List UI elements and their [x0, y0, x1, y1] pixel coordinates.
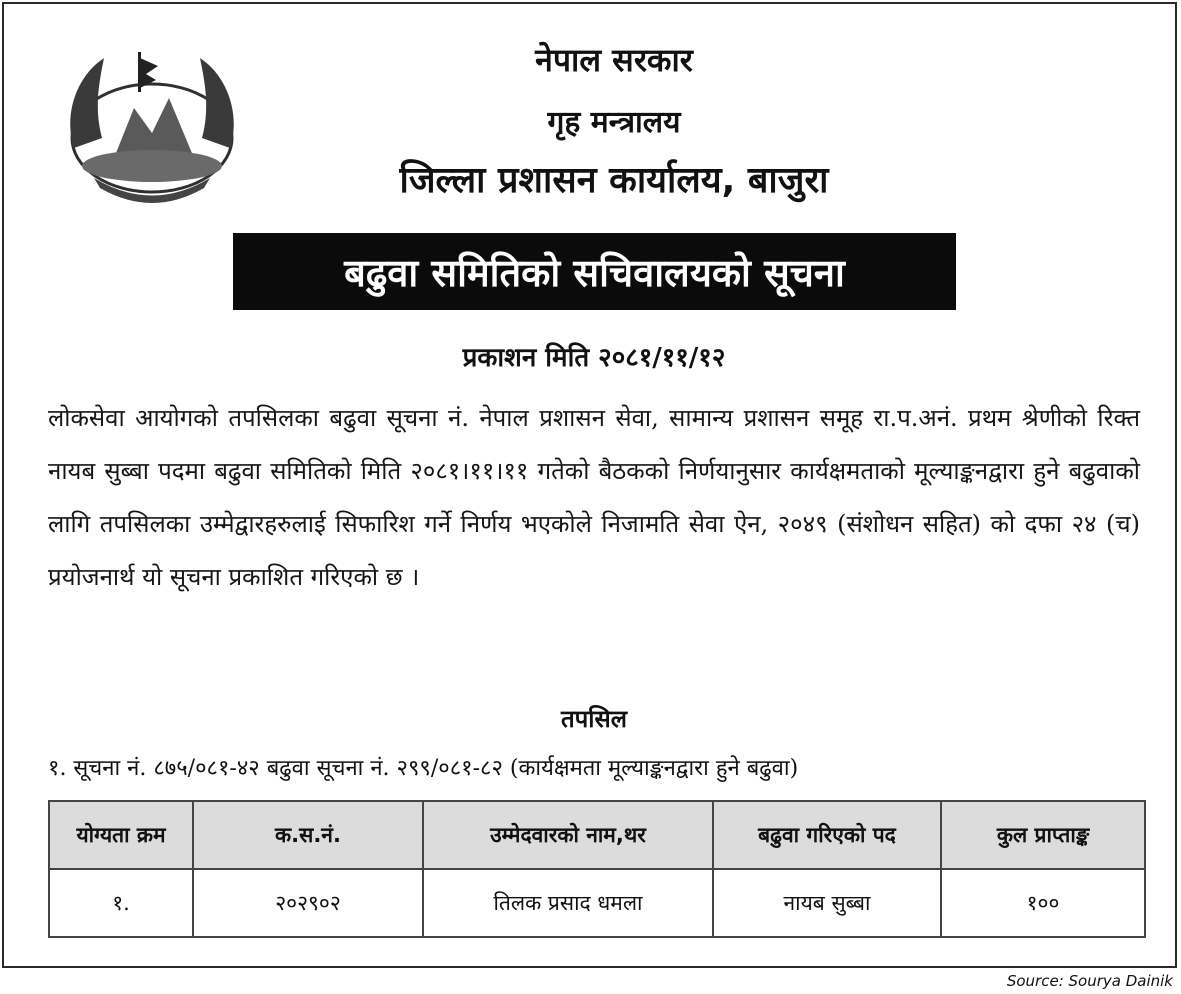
schedule-reference: १. सूचना नं. ८७५/०८१-४२ बढुवा सूचना नं. २९९/०८१-८२ (कार्यक्षमता मूल्याङ्कनद्वारा हुने बढुवा)	[48, 756, 799, 781]
table-cell: २०२९०२	[193, 869, 423, 937]
publication-date: प्रकाशन मिति २०८१/११/१२	[462, 343, 726, 373]
notice-banner	[233, 233, 956, 310]
table-header-cell: योग्यता क्रम	[49, 801, 193, 869]
table-cell: तिलक प्रसाद धमला	[423, 869, 713, 937]
table-cell: १००	[941, 869, 1145, 937]
office-title: जिल्ला प्रशासन कार्यालय, बाजुरा	[399, 160, 829, 201]
schedule-title: तपसिल	[560, 705, 628, 733]
ministry-title: गृह मन्त्रालय	[547, 105, 681, 140]
table-cell: नायब सुब्बा	[713, 869, 941, 937]
table-header-cell: कुल प्राप्ताङ्क	[941, 801, 1145, 869]
source-credit: Source: Sourya Dainik	[1006, 972, 1173, 990]
table-row	[49, 869, 1145, 937]
government-title: नेपाल सरकार	[535, 41, 693, 79]
notice-banner-title: बढुवा समितिको सचिवालयको सूचना	[344, 250, 845, 295]
table-header-cell: क.स.नं.	[193, 801, 423, 869]
table-header-cell: बढुवा गरिएको पद	[713, 801, 941, 869]
notice-body-paragraph: लोकसेवा आयोगको तपसिलका बढुवा सूचना नं. नेपाल प्रशासन सेवा, सामान्य प्रशासन समूह रा.प.अनं. प्रथम श्रेणीको रिक्त नायब सुब्बा पदमा बढुवा समितिको मिति २०८१।११।११ गतेको बैठकको निर्णयानुसार कार्यक्षमताको मूल्याङ्कनद्वारा हुने बढुवाको लागि तपसिलका उम्मेद्वारहरुलाई सिफारिश गर्ने निर्णय भएकोले निजामति सेवा ऐन, २०४९ (संशोधन सहित) को दफा २४ (च) प्रयोजनार्थ यो सूचना प्रकाशित गरिएको छ ।	[48, 404, 1140, 591]
notice-document	[2, 2, 1177, 968]
table-header-cell: उम्मेदवारको नाम,थर	[423, 801, 713, 869]
table-cell: १.	[49, 869, 193, 937]
table-header-row	[49, 801, 1145, 869]
results-table	[48, 800, 1146, 938]
nepal-emblem-icon	[54, 38, 250, 204]
